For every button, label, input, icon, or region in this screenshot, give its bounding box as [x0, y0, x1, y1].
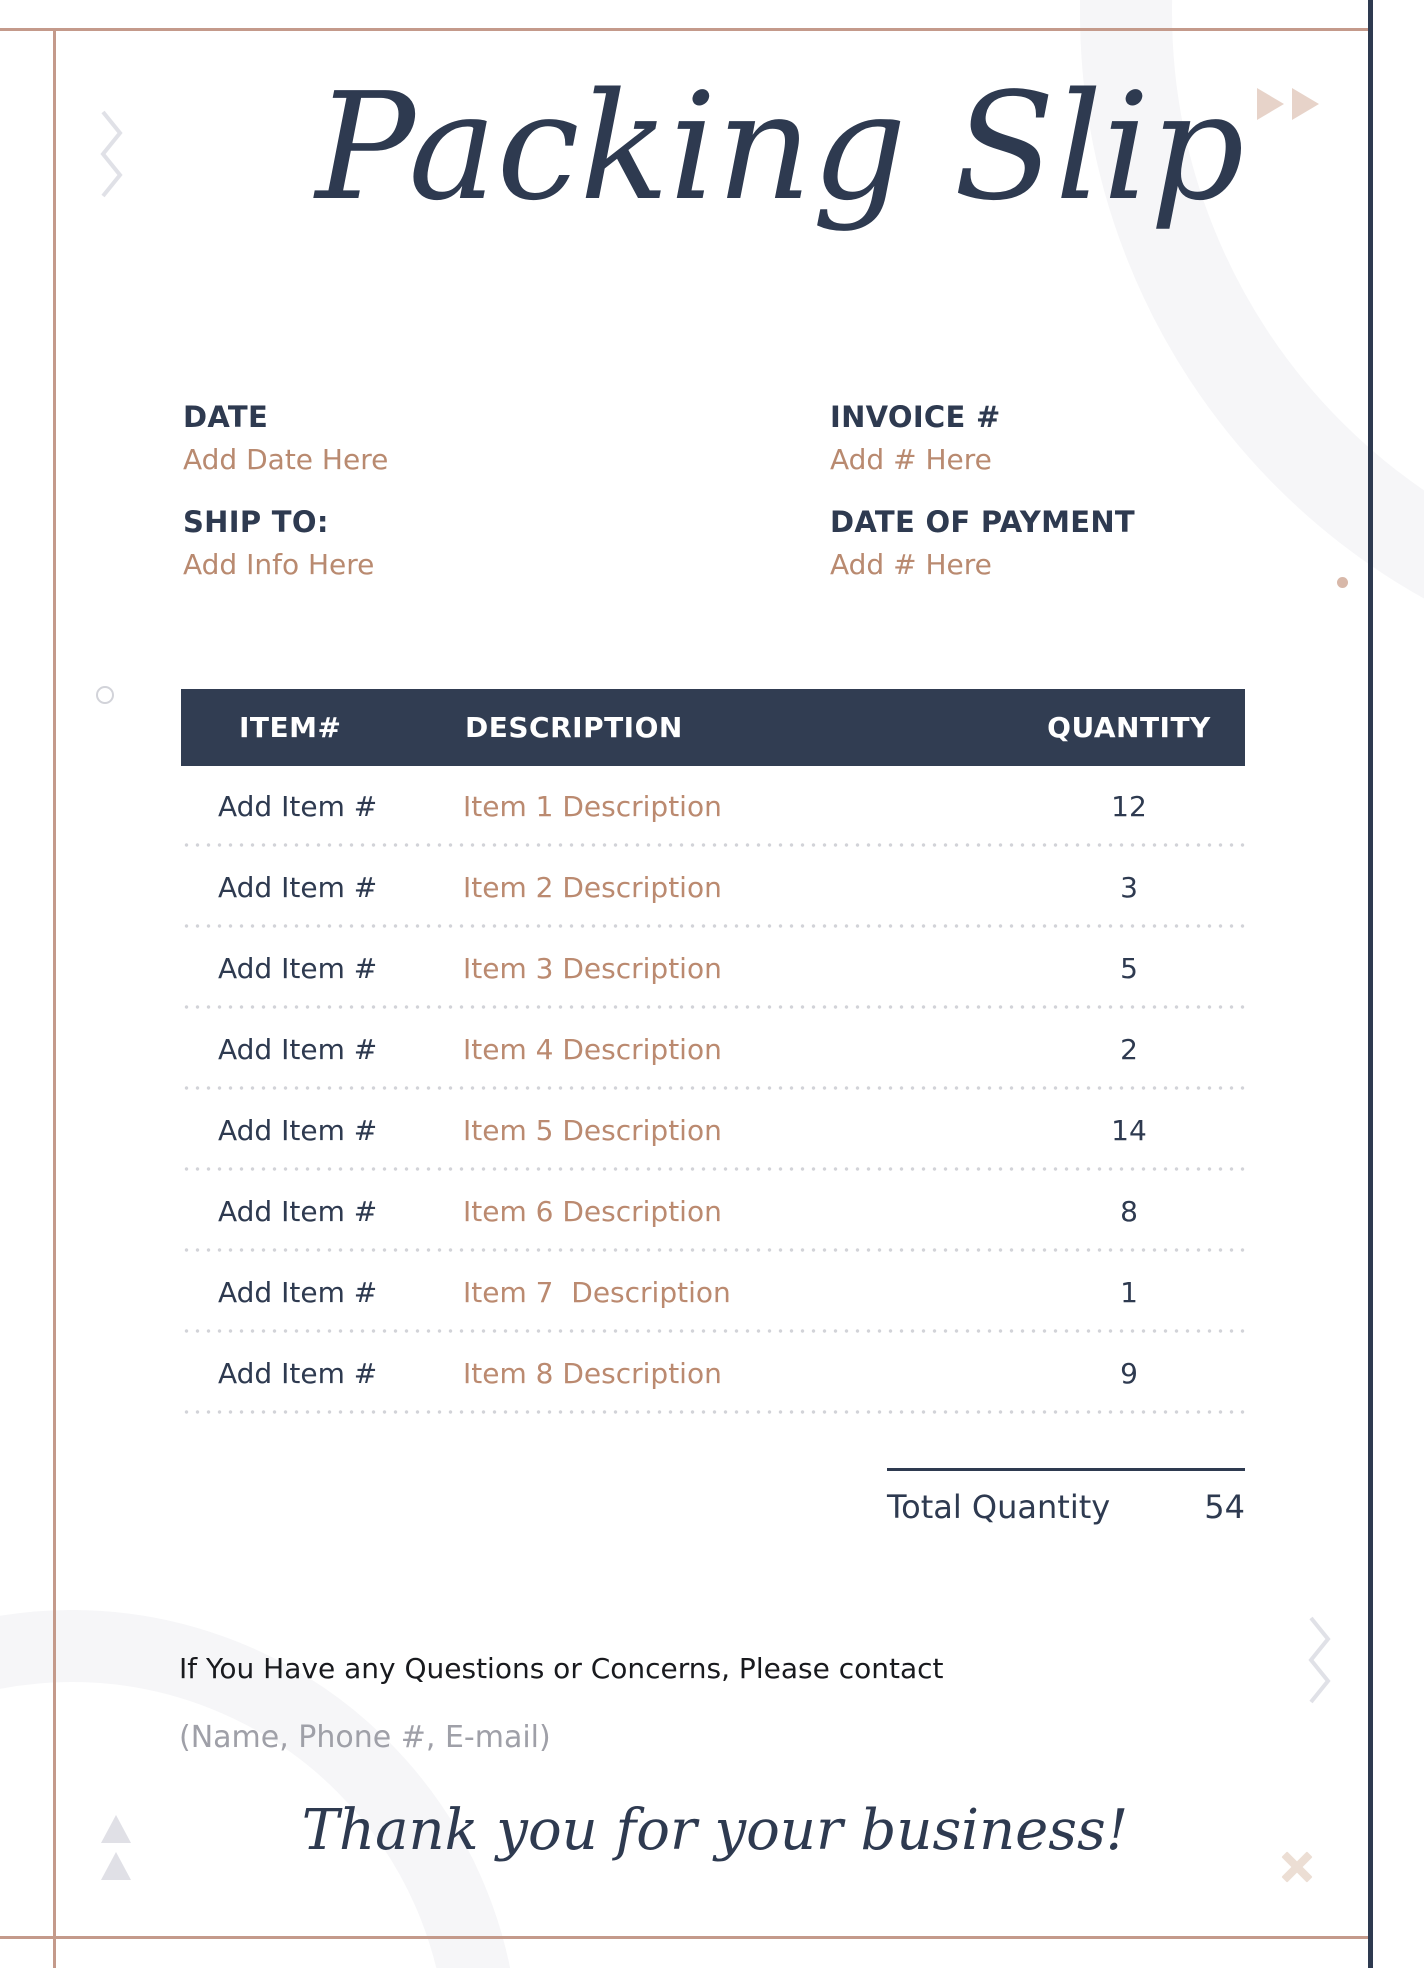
close-icon	[1281, 1851, 1313, 1883]
zigzag-icon	[1308, 1616, 1332, 1710]
contact-hint[interactable]: (Name, Phone #, E-mail)	[179, 1720, 551, 1755]
frame-line-bottom	[0, 1936, 1371, 1939]
frame-line-right	[1368, 0, 1373, 1968]
frame-line-top	[0, 28, 1371, 31]
item-number-cell[interactable]: Add Item #	[218, 871, 378, 904]
item-number-cell[interactable]: Add Item #	[218, 1195, 378, 1228]
date-value[interactable]: Add Date Here	[183, 443, 389, 476]
frame-line-left	[53, 28, 56, 1968]
ship-to-value[interactable]: Add Info Here	[183, 548, 375, 581]
description-cell[interactable]: Item 8 Description	[463, 1357, 722, 1390]
column-header-quantity: QUANTITY	[1047, 711, 1211, 744]
quantity-cell[interactable]: 8	[1120, 1195, 1138, 1228]
table-row	[181, 1171, 1245, 1252]
contact-line: If You Have any Questions or Concerns, Please contact	[179, 1652, 944, 1685]
quantity-cell[interactable]: 1	[1120, 1276, 1138, 1309]
description-cell[interactable]: Item 3 Description	[463, 952, 722, 985]
item-number-cell[interactable]: Add Item #	[218, 1276, 378, 1309]
table-row	[181, 766, 1245, 847]
payment-label: DATE OF PAYMENT	[830, 505, 1135, 539]
table-row	[181, 847, 1245, 928]
description-cell[interactable]: Item 1 Description	[463, 790, 722, 823]
item-number-cell[interactable]: Add Item #	[218, 952, 378, 985]
table-row	[181, 1009, 1245, 1090]
description-cell[interactable]: Item 4 Description	[463, 1033, 722, 1066]
total-section	[887, 1468, 1245, 1526]
date-label: DATE	[183, 400, 269, 434]
item-number-cell[interactable]: Add Item #	[218, 1033, 378, 1066]
item-number-cell[interactable]: Add Item #	[218, 1114, 378, 1147]
item-number-cell[interactable]: Add Item #	[218, 1357, 378, 1390]
item-number-cell[interactable]: Add Item #	[218, 790, 378, 823]
description-cell[interactable]: Item 2 Description	[463, 871, 722, 904]
page-title: Packing Slip	[315, 61, 1245, 233]
description-cell[interactable]: Item 7 Description	[463, 1276, 731, 1309]
invoice-value[interactable]: Add # Here	[830, 443, 992, 476]
quantity-cell[interactable]: 14	[1111, 1114, 1147, 1147]
ship-to-label: SHIP TO:	[183, 505, 329, 539]
column-header-description: DESCRIPTION	[465, 711, 683, 744]
dot-icon	[1337, 577, 1348, 588]
quantity-cell[interactable]: 2	[1120, 1033, 1138, 1066]
table-body	[181, 766, 1245, 1414]
zigzag-icon	[100, 110, 124, 204]
invoice-label: INVOICE #	[830, 400, 1001, 434]
thank-you-message: Thank you for your business!	[301, 1798, 1129, 1863]
quantity-cell[interactable]: 3	[1120, 871, 1138, 904]
quantity-cell[interactable]: 5	[1120, 952, 1138, 985]
table-row	[181, 1090, 1245, 1171]
total-value: 54	[1204, 1488, 1245, 1526]
triangle-up-icon	[101, 1815, 131, 1880]
circle-icon	[96, 686, 114, 704]
table-row	[181, 1252, 1245, 1333]
quantity-cell[interactable]: 9	[1120, 1357, 1138, 1390]
table-header-row	[181, 689, 1245, 766]
quantity-cell[interactable]: 12	[1111, 790, 1147, 823]
column-header-item: ITEM#	[239, 711, 342, 744]
description-cell[interactable]: Item 6 Description	[463, 1195, 722, 1228]
items-table	[181, 689, 1245, 1414]
total-label: Total Quantity	[887, 1488, 1111, 1526]
table-row	[181, 928, 1245, 1009]
table-row	[181, 1333, 1245, 1414]
description-cell[interactable]: Item 5 Description	[463, 1114, 722, 1147]
payment-value[interactable]: Add # Here	[830, 548, 992, 581]
